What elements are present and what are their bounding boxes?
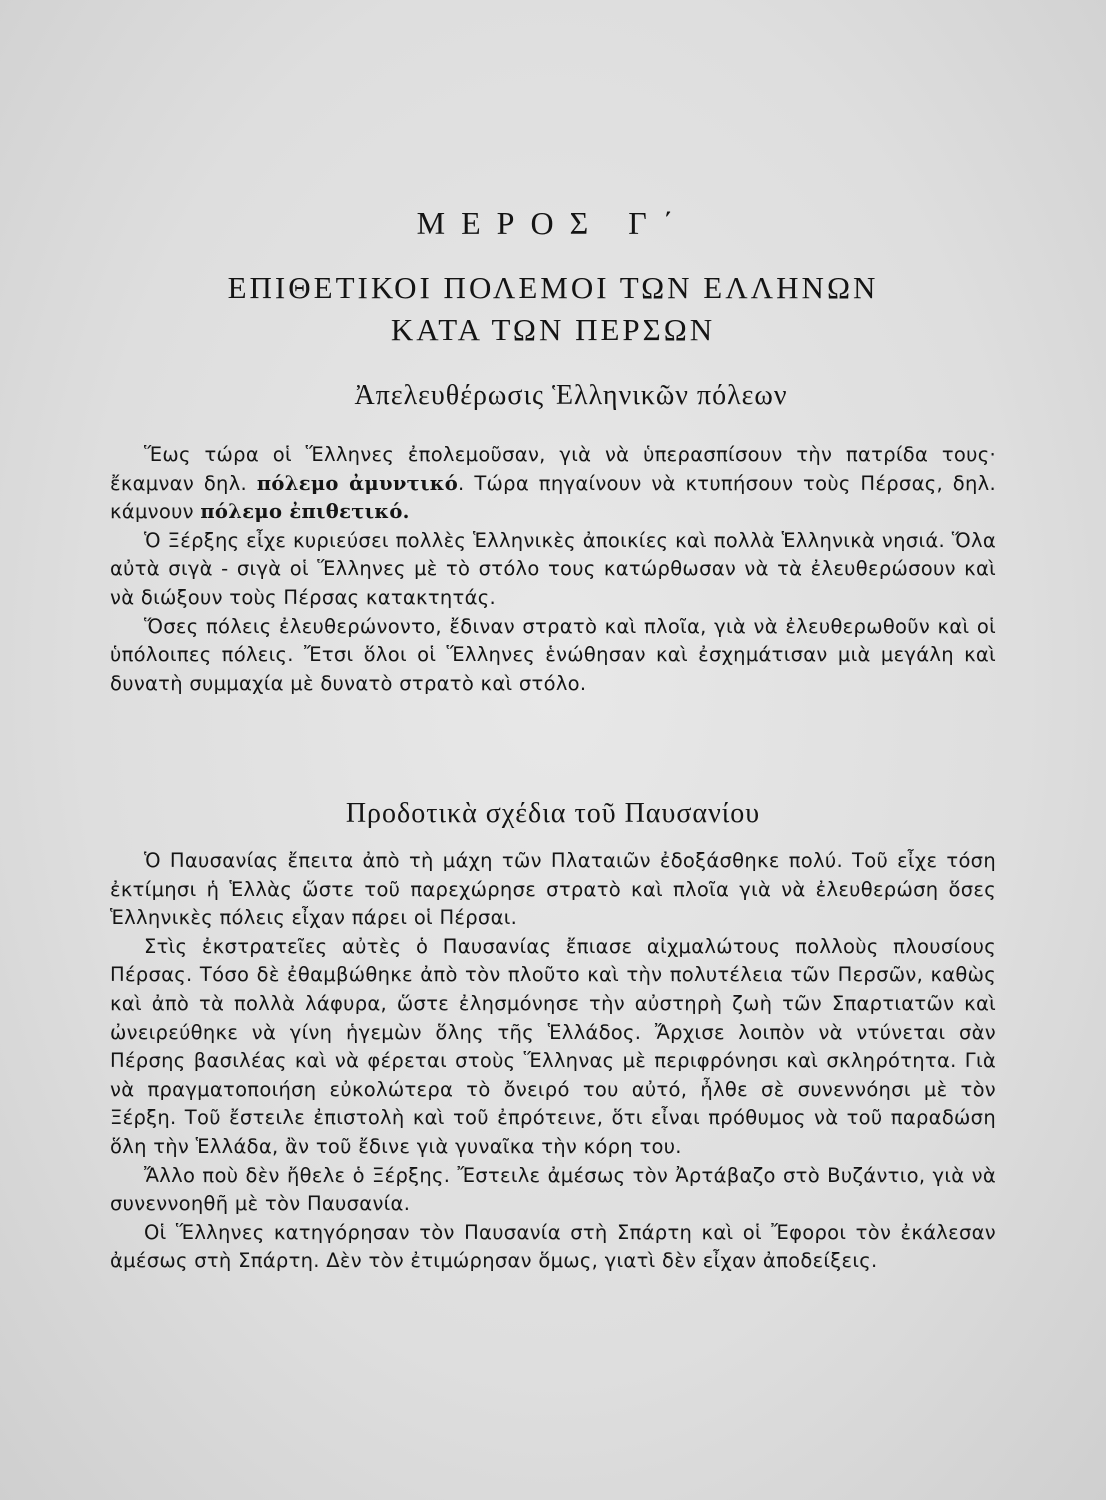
section-body-liberation <box>110 441 996 698</box>
section-body-pausanias <box>110 847 996 1276</box>
paragraph: Ὁ Ξέρξης εἶχε κυριεύσει πολλὲς Ἑλληνικὲς ἀποικίες καὶ πολλὰ Ἑλληνικὰ νησιά. Ὅλα αὐτὰ σιγὰ - σιγὰ οἱ Ἕλληνες μὲ τὸ στόλο τους κατώρθωσαν νὰ τὰ ἐλευθερώσουν καὶ νὰ διώξουν τοὺς Πέρσας κατακτητάς. <box>110 528 996 609</box>
bold-term: πόλεμο ἀμυντικό <box>256 471 459 495</box>
paragraph: Οἱ Ἕλληνες κατηγόρησαν τὸν Παυσανία στὴ Σπάρτη καὶ οἱ Ἔφοροι τὸν ἐκάλεσαν ἀμέσως στὴ Σπάρτη. Δὲν τὸν ἐτιμώρησαν ὅμως, γιατὶ δὲν εἶχαν ἀποδείξεις. <box>110 1220 996 1273</box>
text-run: . Τώρα πηγαίνουν νὰ κτυπήσουν τοὺς Πέρσας, δηλ. κάμνουν <box>110 471 996 524</box>
paragraph: Ἄλλο ποὺ δὲν ἤθελε ὁ Ξέρξης. Ἔστειλε ἀμέσως τὸν Ἀρτάβαζο στὸ Βυζάντιο, γιὰ νὰ συνεννοηθῆ μὲ τὸν Παυσανία. <box>110 1163 996 1216</box>
main-title-line-2: ΚΑΤΑ ΤΩΝ ΠΕΡΣΩΝ <box>390 312 716 347</box>
paragraph: Ὅσες πόλεις ἐλευθερώνοντο, ἔδιναν στρατὸ καὶ πλοῖα, γιὰ νὰ ἐλευθερωθοῦν καὶ οἱ ὑπόλοιπες πόλεις. Ἔτσι ὅλοι οἱ Ἕλληνες ἑνώθησαν καὶ ἐσχημάτισαν μιὰ μεγάλη καὶ δυνατὴ συμμαχία μὲ δυνατὸ στρατὸ καὶ στόλο. <box>110 614 996 695</box>
main-title-line-1: ΕΠΙΘΕΤΙΚΟΙ ΠΟΛΕΜΟΙ ΤΩΝ ΕΛΛΗΝΩΝ <box>227 270 879 305</box>
bold-term: πόλεμο ἐπιθετικό. <box>200 500 410 524</box>
text-run: Ἕως τώρα οἱ Ἕλληνες ἐπολεμοῦσαν, γιὰ νὰ ὑπερασπίσουν τὴν πατρίδα τους· ἔκαμναν δηλ. <box>110 443 996 495</box>
paragraph <box>110 441 996 527</box>
part-title: ΜΕΡΟΣ Γ΄ <box>416 205 690 241</box>
paragraph: Στὶς ἐκστρατεῖες αὐτὲς ὁ Παυσανίας ἔπιασε αἰχμαλώτους πολλοὺς πλουσίους Πέρσας. Τόσο δὲ ἐθαμβώθηκε ἀπὸ τὸν πλοῦτο καὶ τὴν πολυτέλεια τῶν Περσῶν, καθὼς καὶ ἀπὸ τὰ πολλὰ λάφυρα, ὥστε ἐλησμόνησε τὴν αὐστηρὴ ζωὴ τῶν Σπαρτιατῶν καὶ ὠνειρεύθηκε νὰ γίνη ἡγεμὼν ὅλης τῆς Ἑλλάδος. Ἄρχισε λοιπὸν νὰ ντύνεται σὰν Πέρσης βασιλέας καὶ νὰ φέρεται στοὺς Ἕλληνας μὲ περιφρόνησι καὶ σκληρότητα. Γιὰ νὰ πραγματοποιήση εὐκολώτερα τὸ ὄνειρό του αὐτό, ἦλθε σὲ συνεννόησι μὲ τὸν Ξέρξη. Τοῦ ἔστειλε ἐπιστολὴ καὶ τοῦ ἐπρότεινε, ὅτι εἶναι πρόθυμος νὰ τοῦ παραδώση ὅλη τὴν Ἑλλάδα, ἂν τοῦ ἔδινε γιὰ γυναῖκα τὴν κόρη του. <box>110 934 996 1158</box>
section-heading-pausanias: Προδοτικὰ σχέδια τοῦ Παυσανίου <box>345 798 761 829</box>
section-heading-liberation: Ἀπελευθέρωσις Ἑλληνικῶν πόλεων <box>354 380 788 411</box>
paragraph: Ὁ Παυσανίας ἔπειτα ἀπὸ τὴ μάχη τῶν Πλαταιῶν ἐδοξάσθηκε πολύ. Τοῦ εἶχε τόση ἐκτίμησι ἡ Ἑλλὰς ὥστε τοῦ παρεχώρησε στρατὸ καὶ πλοῖα γιὰ νὰ ἐλευθερώση ὅσες Ἑλληνικὲς πόλεις εἶχαν πάρει οἱ Πέρσαι. <box>110 849 996 930</box>
